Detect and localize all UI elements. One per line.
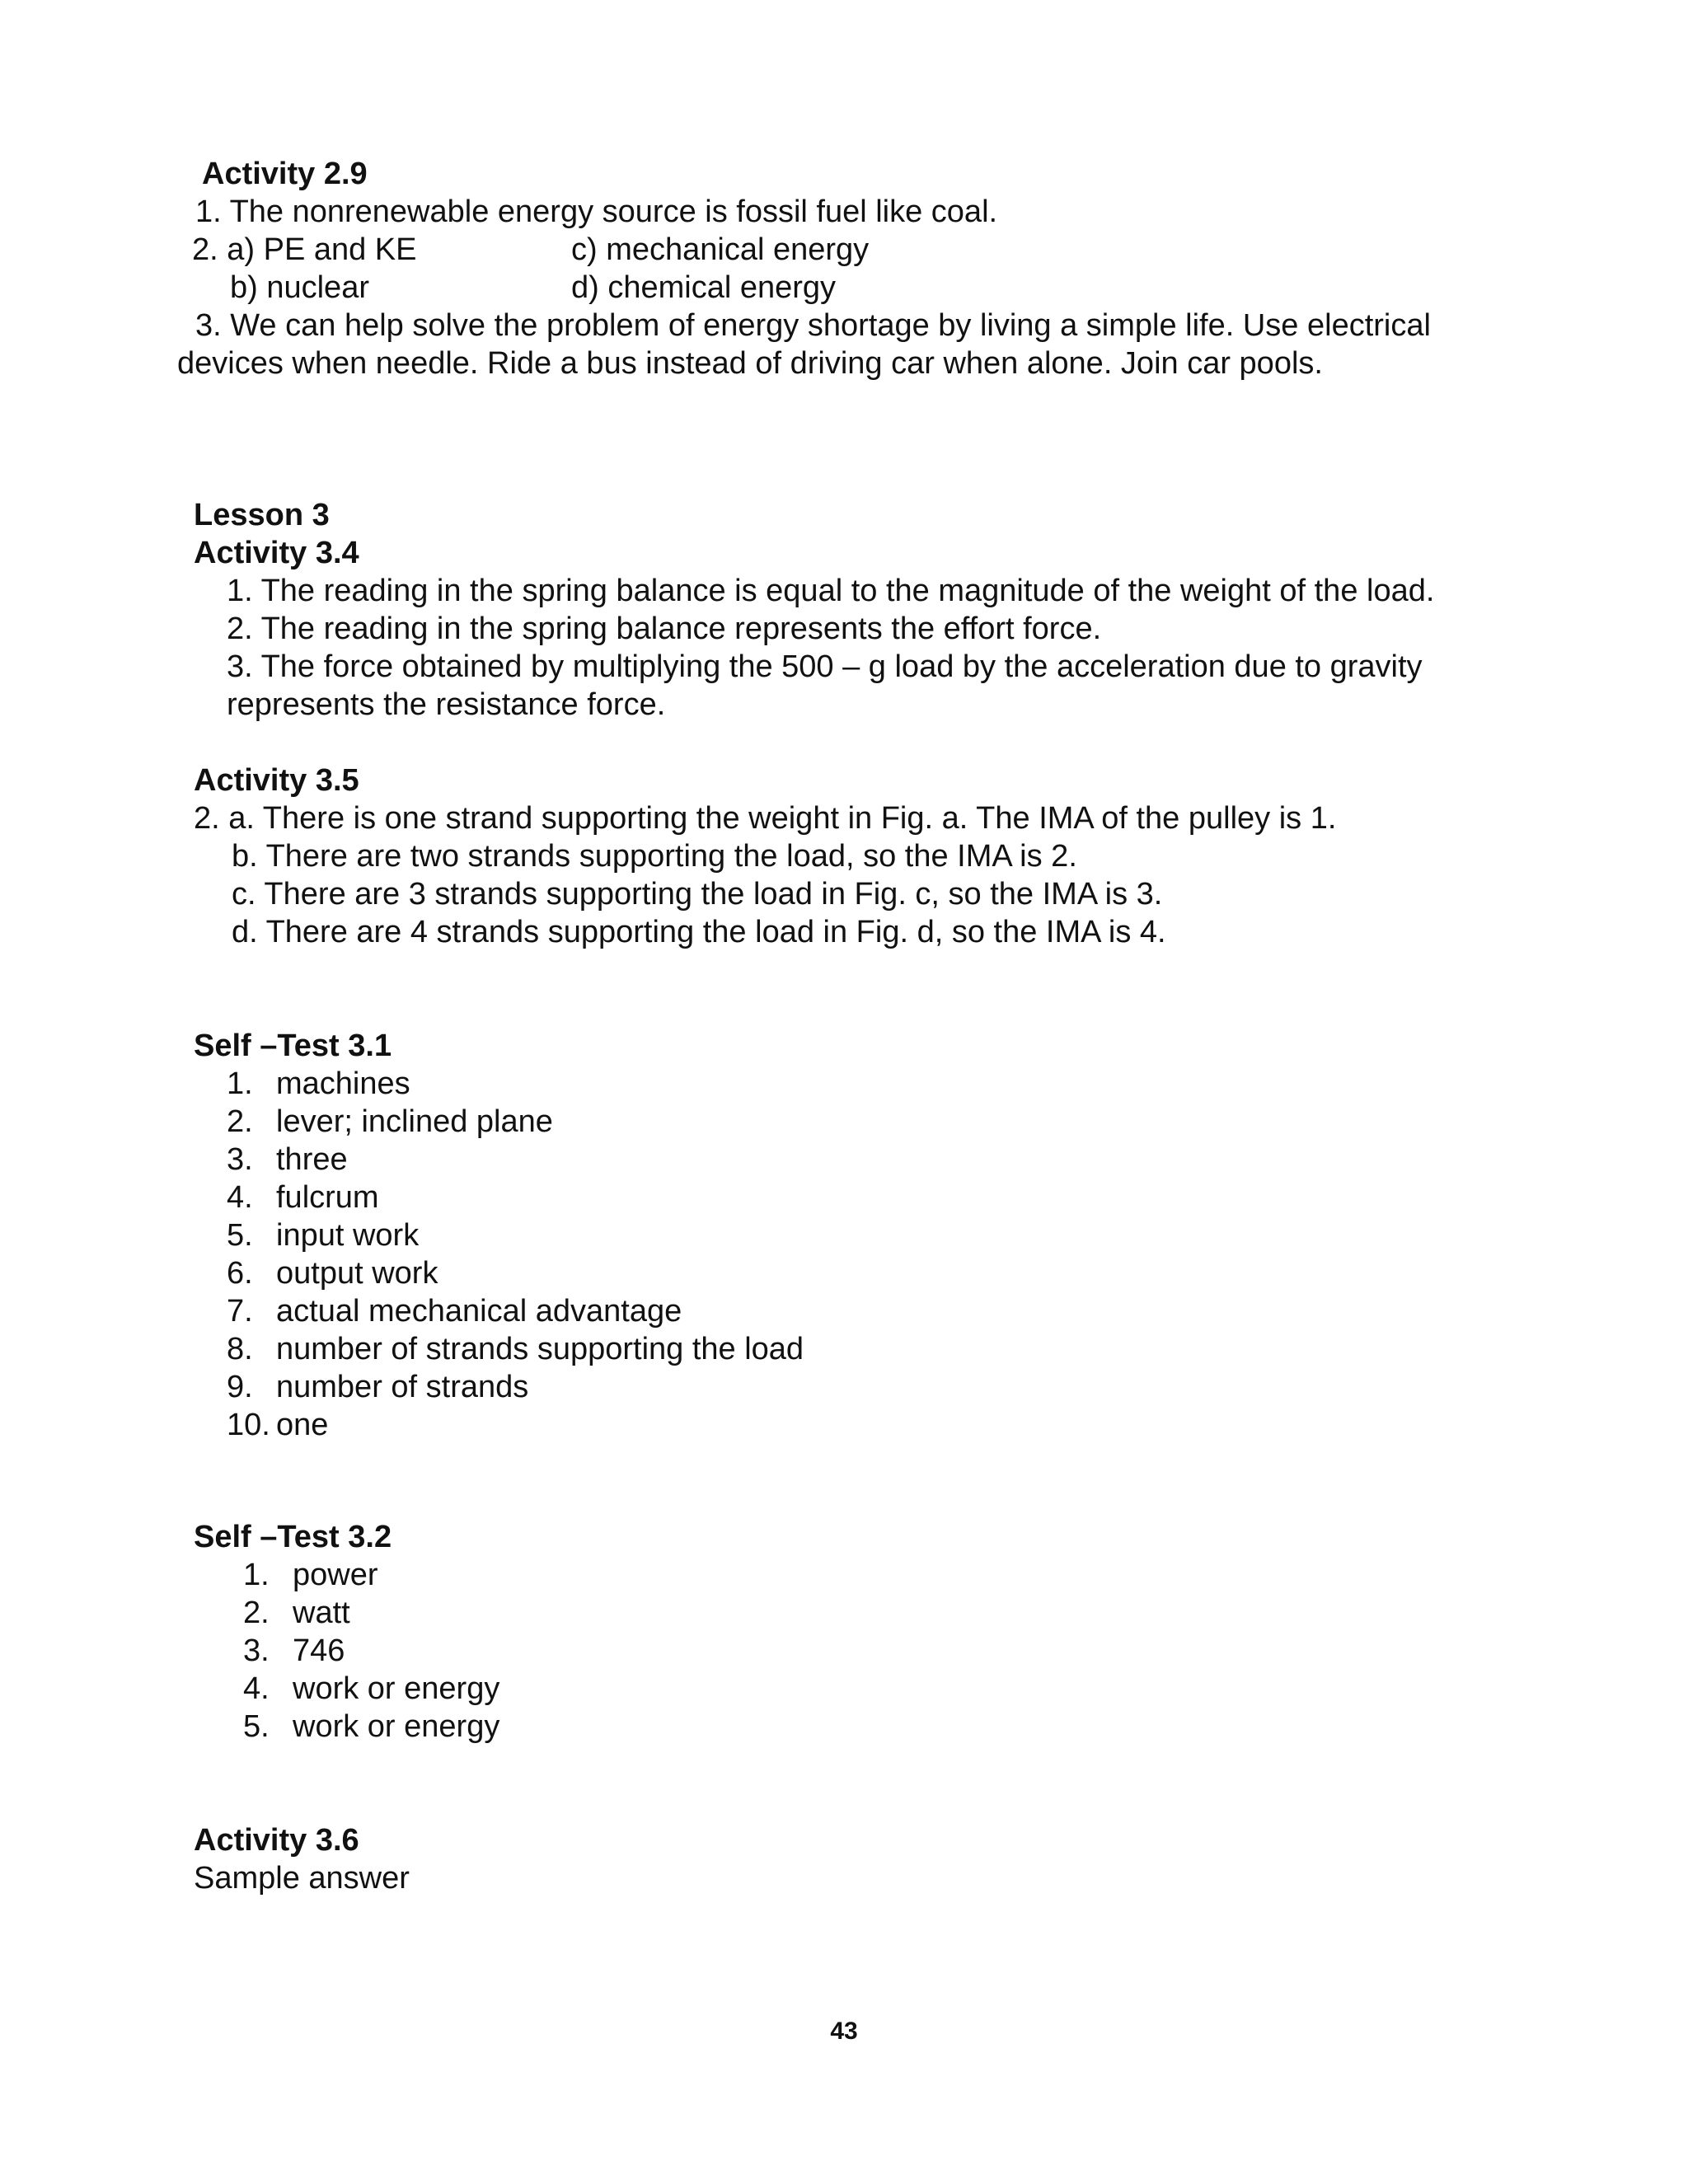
list-item: work or energy [293,1671,500,1706]
activity-3-4-item-1: 1. The reading in the spring balance is equal to the magnitude of the weight of the load. [227,574,1435,608]
activity-3-5-item: b. There are two strands supporting the load, so the IMA is 2. [232,839,1077,874]
self-test-3-2-heading: Self –Test 3.2 [194,1520,392,1554]
list-item-number: 3. [243,1633,270,1668]
list-item: machines [276,1066,410,1101]
list-item: one [276,1408,329,1442]
list-item: watt [293,1596,350,1630]
list-item: 746 [293,1633,345,1668]
activity-2-9-item-2b: b) nuclear [230,270,369,305]
list-item: input work [276,1218,420,1253]
list-item: power [293,1558,378,1592]
activity-2-9-heading: Activity 2.9 [202,157,368,191]
list-item-number: 2. [243,1596,270,1630]
list-item-number: 5. [227,1218,253,1253]
list-item: work or energy [293,1709,500,1744]
activity-2-9-item-2c: c) mechanical energy [571,232,870,267]
list-item-number: 4. [227,1180,253,1215]
activity-3-4-item-2: 2. The reading in the spring balance represents the effort force. [227,612,1102,646]
list-item: actual mechanical advantage [276,1294,682,1329]
list-item: output work [276,1256,438,1291]
list-item: fulcrum [276,1180,379,1215]
list-item-number: 10. [227,1408,270,1442]
activity-3-5-item: d. There are 4 strands supporting the load in Fig. d, so the IMA is 4. [232,915,1166,949]
activity-2-9-item-3-line-2: devices when needle. Ride a bus instead of driving car when alone. Join car pools. [177,346,1323,381]
list-item-number: 1. [243,1558,270,1592]
activity-2-9-item-2a: 2. a) PE and KE [192,232,417,267]
list-item: lever; inclined plane [276,1104,553,1139]
list-item-number: 4. [243,1671,270,1706]
list-item: number of strands [276,1370,529,1404]
activity-3-4-heading: Activity 3.4 [194,536,359,570]
list-item-number: 8. [227,1332,253,1366]
activity-3-5-item: 2. a. There is one strand supporting the weight in Fig. a. The IMA of the pulley is 1. [194,801,1337,836]
list-item-number: 5. [243,1709,270,1744]
list-item-number: 9. [227,1370,253,1404]
activity-2-9-item-2d: d) chemical energy [571,270,837,305]
activity-2-9-item-1: 1. The nonrenewable energy source is fossil fuel like coal. [195,194,998,229]
page-number: 43 [830,2018,858,2045]
activity-3-6-text: Sample answer [194,1861,410,1896]
list-item: number of strands supporting the load [276,1332,804,1366]
lesson-3-heading: Lesson 3 [194,498,330,532]
activity-2-9-item-3-line-1: 3. We can help solve the problem of energy shortage by living a simple life. Use electrical [195,308,1431,343]
activity-3-4-item-3-line-1: 3. The force obtained by multiplying the 500 – g load by the acceleration due to gravity [227,649,1423,684]
list-item: three [276,1142,348,1177]
list-item-number: 7. [227,1294,253,1329]
activity-3-5-heading: Activity 3.5 [194,763,359,798]
list-item-number: 2. [227,1104,253,1139]
activity-3-6-heading: Activity 3.6 [194,1823,359,1858]
list-item-number: 1. [227,1066,253,1101]
self-test-3-1-heading: Self –Test 3.1 [194,1029,392,1063]
activity-3-4-item-3-line-2: represents the resistance force. [227,687,666,722]
activity-3-5-item: c. There are 3 strands supporting the load in Fig. c, so the IMA is 3. [232,877,1163,912]
list-item-number: 3. [227,1142,253,1177]
list-item-number: 6. [227,1256,253,1291]
